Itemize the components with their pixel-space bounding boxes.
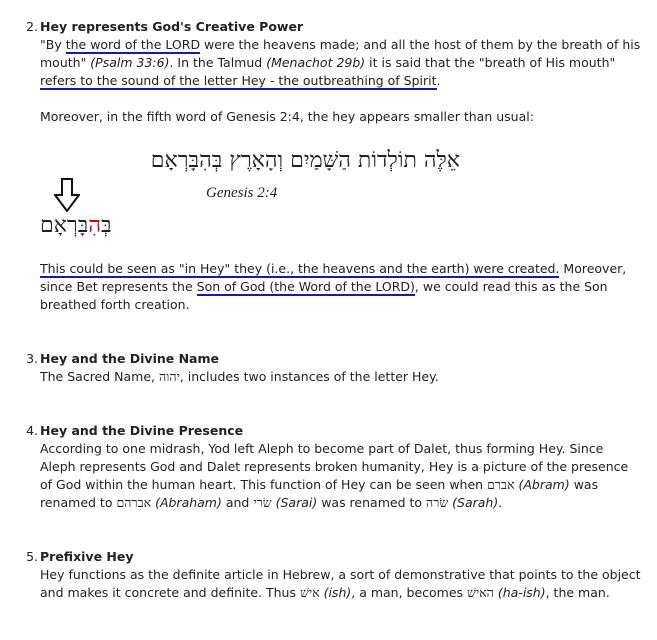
section-2-continued: This could be seen as "in Hey" they (i.e., the heavens and the earth) were created. Moreover, since Bet represents the Son of God (the Word of the LORD), we could read this as the Son breathed forth creation. xyxy=(40,261,627,312)
section-number: 4. xyxy=(26,423,38,438)
hebrew-word: בְּהִבָּרְאָם xyxy=(40,213,112,238)
section-2 xyxy=(22,18,642,126)
underlined-phrase: the word of the LORD xyxy=(65,37,201,52)
small-hey: הִ xyxy=(88,213,101,238)
underlined-phrase: Son of God (the Word of the LORD) xyxy=(196,279,415,294)
paragraph: The Sacred Name, יהוה, includes two instances of the letter Hey. xyxy=(40,369,439,384)
section-3 xyxy=(22,350,642,386)
paragraph: "By the word of the LORD were the heavens made; and all the host of them by the breath of his mouth" (Psalm 33:6). In the Talmud (Menachot 29b) it is said that the "breath of His mouth" refers to the sound of the letter Hey - the outbreathing of Spirit. xyxy=(40,37,641,88)
section-title: Hey represents God's Creative Power xyxy=(40,19,304,34)
section-number: 3. xyxy=(26,351,38,366)
section-number: 5. xyxy=(26,549,38,564)
section-title: Prefixive Hey xyxy=(40,549,134,564)
section-title: Hey and the Divine Name xyxy=(40,351,219,366)
paragraph: Hey functions as the definite article in Hebrew, a sort of demonstrative that points to the object and makes it concrete and definite. Thus אישׁ (ish), a man, becomes האישׁ (ha-ish), the man. xyxy=(40,567,641,600)
verse-reference: Genesis 2:4 xyxy=(206,185,278,201)
section-title: Hey and the Divine Presence xyxy=(40,423,244,438)
section-number: 2. xyxy=(26,19,38,34)
hebrew-verse: אֵלֶּה תוֹלְדוֹת הַשָּׁמַיִם וְהָאָרֶץ בְּהִבָּרְאָם xyxy=(150,148,460,173)
paragraph: According to one midrash, Yod left Aleph to become part of Dalet, thus forming Hey. Since Aleph represents God and Dalet represents broken humanity, Hey is a picture of the presence of God within the human heart. This function of Hey can be seen when אברם (Abram) was renamed to אברהם (Abraham) and שׂרי (Sarai) was renamed to שׂרה (Sarah). xyxy=(40,441,629,510)
verse-figure xyxy=(40,140,460,240)
underlined-phrase: refers to the sound of the letter Hey - the outbreathing of Spirit xyxy=(40,73,437,88)
section-5 xyxy=(22,548,642,602)
down-arrow-icon xyxy=(54,178,80,212)
paragraph: Moreover, in the fifth word of Genesis 2:4, the hey appears smaller than usual: xyxy=(40,109,534,124)
underlined-phrase: This could be seen as "in Hey" they (i.e., the heavens and the earth) were created. xyxy=(40,261,560,276)
section-4 xyxy=(22,422,642,512)
